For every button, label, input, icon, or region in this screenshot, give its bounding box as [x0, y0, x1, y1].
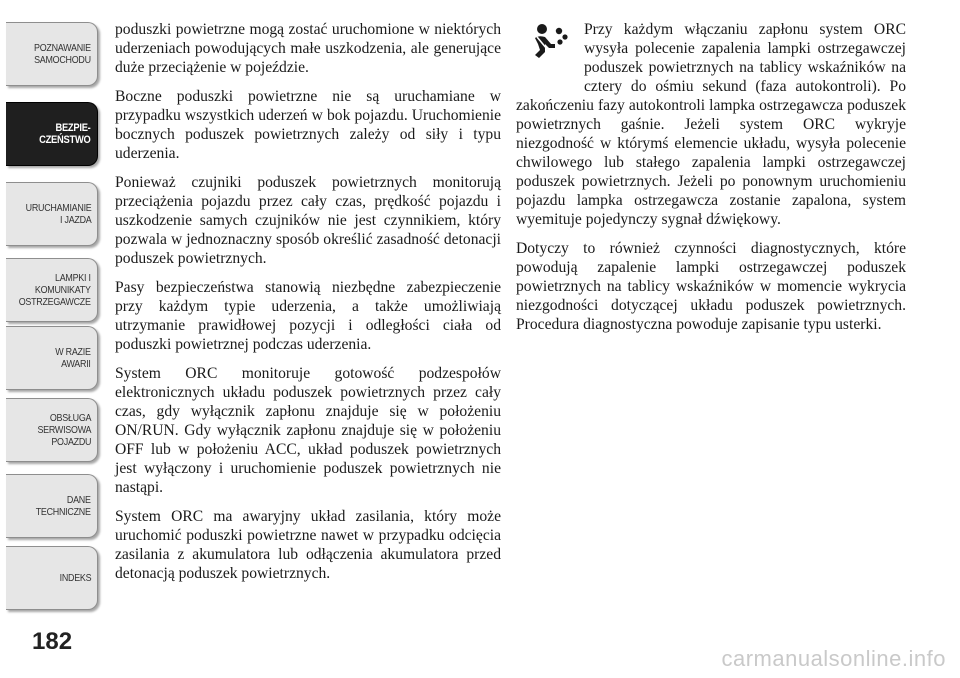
left-text-column — [115, 20, 501, 593]
paragraph: System ORC monitoruje gotowość podzespołów elektronicznych układu poduszek powietrznych przez cały czas, gdy wyłącznik zapłonu znajduje się w położeniu ON/RUN. Gdy wyłącznik zapłonu znajduje się w położeniu OFF lub w położeniu ACC, układ poduszek powietrznych jest wyłączony i uruchomienie poduszek powietrznych nie nastąpi. — [115, 365, 501, 496]
tab-label: INDEKS — [59, 572, 91, 584]
tab-indeks[interactable] — [6, 546, 98, 610]
tab-obsluga-serwisowa[interactable] — [6, 398, 98, 462]
page-number: 182 — [32, 628, 73, 655]
right-text-column — [516, 20, 906, 344]
tab-lampki-i-komunikaty[interactable] — [6, 258, 98, 322]
tab-uruchamianie-i-jazda[interactable] — [6, 182, 98, 246]
tab-poznawanie-samochodu[interactable] — [6, 22, 98, 86]
paragraph: System ORC ma awaryjny układ zasilania, który może uruchomić poduszki powietrzne nawet w przypadku odcięcia zasilania z akumulatora lub odłączenia akumulatora przed detonacją poduszek powietrznych. — [115, 508, 501, 582]
tab-label: W RAZIE AWARII — [55, 346, 91, 370]
tab-w-razie-awarii[interactable] — [6, 326, 98, 390]
tab-label: BEZPIE- CZEŃSTWO — [39, 122, 91, 146]
tab-label: POZNAWANIE SAMOCHODU — [34, 42, 91, 66]
tab-label: DANE TECHNICZNE — [36, 494, 91, 518]
tab-bezpieczenstwo[interactable] — [6, 102, 98, 166]
paragraph: Dotyczy to również czynności diagnostycznych, które powodują zapalenie lampki ostrzegawczej poduszek powietrznych na tablicy wskaźników w momencie wykrycia niezgodności dotyczącej układu poduszek powietrznych. Procedura diagnostyczna powoduje zapisanie typu usterki. — [516, 240, 906, 333]
paragraph: poduszki powietrzne mogą zostać uruchomione w niektórych uderzeniach powodujących małe uszkodzenia, ale generujące duże przeciążenie w pojeździe. — [115, 21, 501, 76]
airbag-warning-icon-graphic — [525, 22, 569, 62]
tab-dane-techniczne[interactable] — [6, 474, 98, 538]
paragraph: Przy każdym włączaniu zapłonu system ORC wysyła polecenie zapalenia lampki ostrzegawczej poduszek powietrznych na tablicy wskaźników na cztery do ośmiu sekund (faza autokontroli). Po zakończeniu fazy autokontroli lampka ostrzegawcza poduszek powietrznych gaśnie. Jeżeli system ORC wykryje niezgodność w którymś elemencie układu, wysyła polecenie chwilowego lub stałego zapalenia lampki ostrzegawczej poduszek powietrznych. Jeżeli po ponownym uruchomieniu pojazdu lampka ostrzegawcza zostanie zapalona, system wyemituje pojedynczy sygnał dźwiękowy. — [516, 21, 906, 228]
paragraph: Boczne poduszki powietrzne nie są uruchamiane w przypadku wszystkich uderzeń w bok pojazdu. Uruchomienie bocznych poduszek powietrznych zależy od siły i typu uderzenia. — [115, 88, 501, 162]
watermark: carmanualsonline.info — [721, 646, 946, 671]
tab-label: OBSŁUGA SERWISOWA POJAZDU — [37, 412, 91, 448]
tab-label: URUCHAMIANIE I JAZDA — [25, 202, 91, 226]
paragraph: Ponieważ czujniki poduszek powietrznych monitorują przeciążenia pojazdu przez cały czas, prędkość pojazdu i uszkodzenie samych czujników nie jest czynnikiem, który pozwala w jednoznaczny sposób określić zasadność detonacji poduszek powietrznych. — [115, 174, 501, 267]
airbag-warning-icon — [516, 22, 578, 80]
paragraph: Pasy bezpieczeństwa stanowią niezbędne zabezpieczenie przy każdym typie uderzenia, a także umożliwiają utrzymanie prawidłowej pozycji i odległości ciała od poduszki powietrznej podczas uderzenia. — [115, 279, 501, 353]
tab-label: LAMPKI I KOMUNIKATY OSTRZEGAWCZE — [19, 272, 91, 308]
